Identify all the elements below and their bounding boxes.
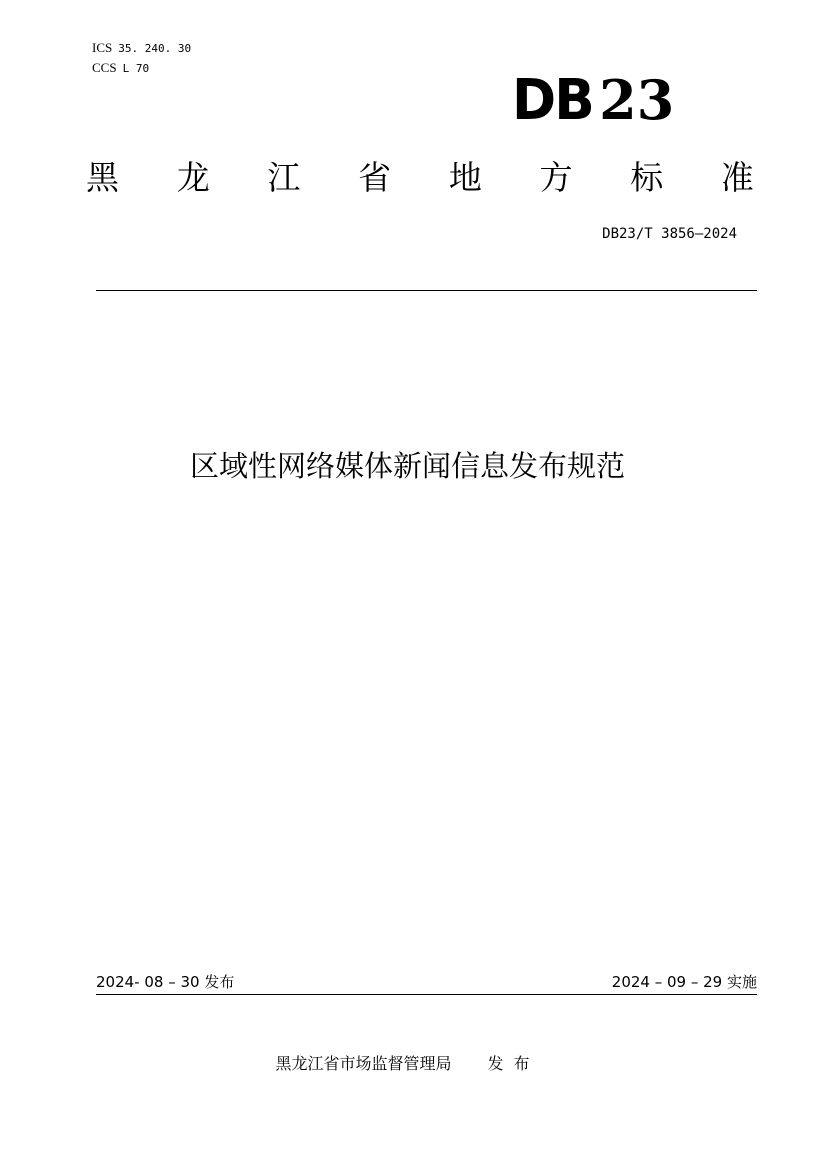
ics-label: ICS <box>92 40 113 55</box>
standard-type-char: 江 <box>267 158 301 197</box>
ics-value: 35. 240. 30 <box>118 42 192 55</box>
bottom-divider <box>96 994 757 995</box>
standard-type-heading <box>86 156 754 200</box>
standard-type-char: 地 <box>448 158 482 197</box>
top-divider <box>96 290 757 291</box>
document-title: 区域性网络媒体新闻信息发布规范 <box>189 449 625 483</box>
db-logo <box>512 68 675 133</box>
db-logo-letters: DB <box>512 68 593 133</box>
ccs-label: CCS <box>92 60 117 75</box>
standard-type-char: 省 <box>358 158 392 197</box>
publisher-action: 发布 <box>487 1054 540 1073</box>
standard-number: DB23/T 3856—2024 <box>602 226 737 242</box>
ccs-line <box>92 60 149 77</box>
issue-date: 2024- 08 – 30 发布 <box>96 973 235 991</box>
standard-type-char: 龙 <box>176 158 210 197</box>
standard-type-char: 方 <box>539 158 573 197</box>
implementation-date: 2024 – 09 – 29 实施 <box>611 973 757 991</box>
publisher-name: 黑龙江省市场监督管理局 <box>275 1054 452 1073</box>
standard-type-char: 标 <box>630 158 664 197</box>
publisher-line <box>0 1053 815 1075</box>
standard-type-char: 黑 <box>86 158 119 197</box>
ccs-value: L 70 <box>122 62 150 75</box>
standard-type-char: 准 <box>720 158 754 197</box>
db-logo-number: 23 <box>599 68 675 132</box>
ics-line <box>92 40 191 57</box>
